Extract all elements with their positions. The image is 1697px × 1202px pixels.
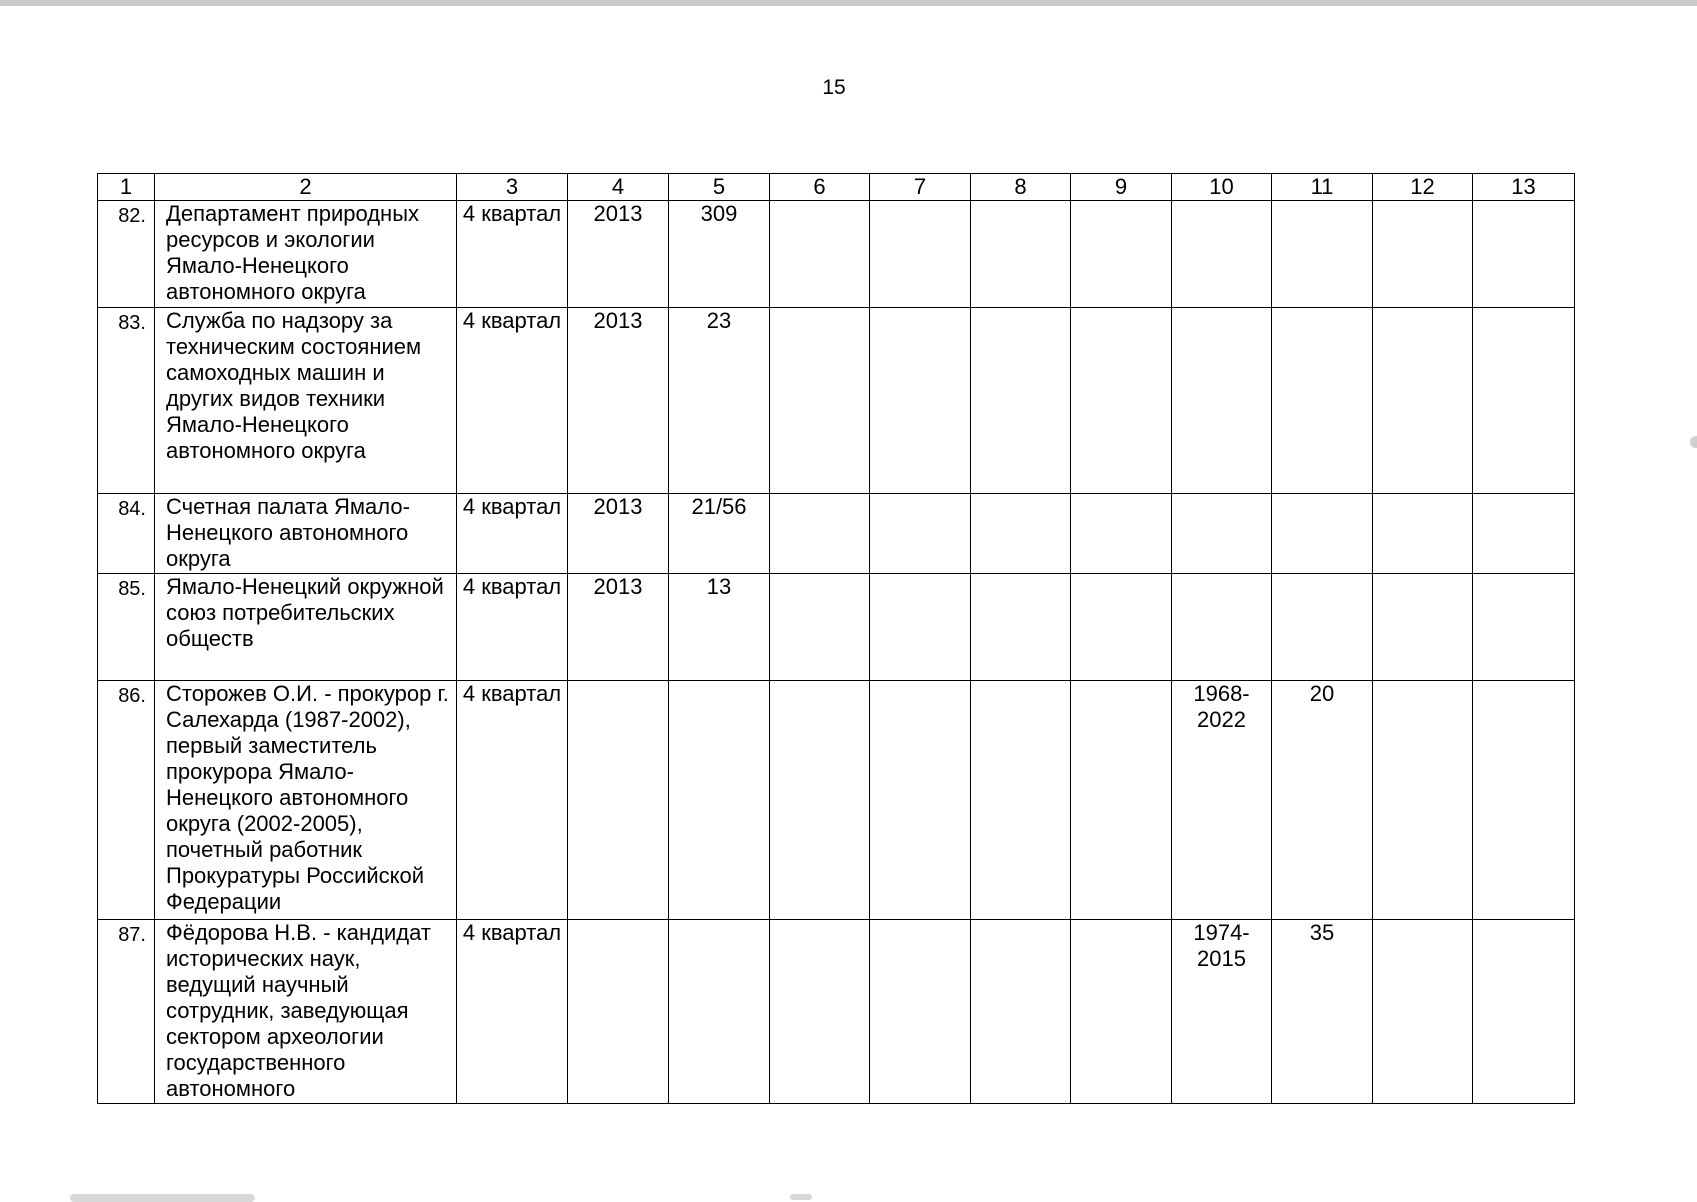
- fund-name: Сторожев О.И. - прокурор г. Салехарда (1987-2002), первый заместитель прокурора Ямало-Ненецкого автономного округа (2002-2005), почетный работник Прокуратуры Российской Федерации: [155, 681, 457, 920]
- cell-12: [1373, 681, 1473, 920]
- cell-count: 309: [669, 201, 770, 308]
- cell-quarter: 4 квартал: [457, 574, 568, 681]
- cell-8: [971, 681, 1071, 920]
- column-header-6: 6: [770, 174, 870, 201]
- cell-12: [1373, 201, 1473, 308]
- row-number: 83.: [98, 308, 155, 494]
- cell-6: [770, 308, 870, 494]
- column-header-2: 2: [155, 174, 457, 201]
- cell-9: [1071, 201, 1172, 308]
- table-row: [98, 308, 1575, 494]
- scan-edge-mark: [1690, 436, 1697, 448]
- cell-6: [770, 574, 870, 681]
- fund-name: Фёдорова Н.В. - кандидат исторических наук, ведущий научный сотрудник, заведующая сектором археологии государственного автономного: [155, 920, 457, 1104]
- row-number: 85.: [98, 574, 155, 681]
- row-number: 84.: [98, 494, 155, 574]
- cell-12: [1373, 574, 1473, 681]
- scan-smudge: [70, 1194, 255, 1202]
- table-row: [98, 494, 1575, 574]
- page-number: 15: [822, 76, 846, 99]
- cell-quarter: 4 квартал: [457, 201, 568, 308]
- column-header-7: 7: [870, 174, 971, 201]
- cell-7: [870, 494, 971, 574]
- register-table: [97, 173, 1575, 1104]
- fund-name: Департамент природных ресурсов и экологии Ямало-Ненецкого автономного округа: [155, 201, 457, 308]
- cell-6: [770, 494, 870, 574]
- column-header-9: 9: [1071, 174, 1172, 201]
- cell-8: [971, 920, 1071, 1104]
- row-number: 82.: [98, 201, 155, 308]
- cell-years: [1172, 201, 1272, 308]
- scan-smudge: [790, 1194, 812, 1200]
- cell-7: [870, 574, 971, 681]
- cell-count: 13: [669, 574, 770, 681]
- cell-9: [1071, 920, 1172, 1104]
- cell-9: [1071, 494, 1172, 574]
- cell-8: [971, 574, 1071, 681]
- cell-year: [568, 920, 669, 1104]
- cell-items: 35: [1272, 920, 1373, 1104]
- cell-count: [669, 920, 770, 1104]
- cell-13: [1473, 308, 1575, 494]
- row-number: 87.: [98, 920, 155, 1104]
- cell-items: [1272, 574, 1373, 681]
- cell-12: [1373, 308, 1473, 494]
- table-header: [98, 174, 1575, 201]
- cell-8: [971, 308, 1071, 494]
- cell-count: 21/56: [669, 494, 770, 574]
- table-row: [98, 574, 1575, 681]
- cell-13: [1473, 920, 1575, 1104]
- cell-quarter: 4 квартал: [457, 920, 568, 1104]
- cell-items: [1272, 201, 1373, 308]
- cell-quarter: 4 квартал: [457, 308, 568, 494]
- cell-9: [1071, 308, 1172, 494]
- cell-9: [1071, 681, 1172, 920]
- fund-name: Ямало-Ненецкий окружной союз потребительских обществ: [155, 574, 457, 681]
- cell-years: [1172, 308, 1272, 494]
- cell-items: 20: [1272, 681, 1373, 920]
- column-header-1: 1: [98, 174, 155, 201]
- cell-year: 2013: [568, 574, 669, 681]
- cell-13: [1473, 574, 1575, 681]
- header-row: [98, 174, 1575, 201]
- cell-years: [1172, 494, 1272, 574]
- column-header-10: 10: [1172, 174, 1272, 201]
- cell-year: 2013: [568, 308, 669, 494]
- fund-name: Служба по надзору за техническим состоянием самоходных машин и других видов техники Ямало-Ненецкого автономного округа: [155, 308, 457, 494]
- cell-7: [870, 681, 971, 920]
- table-row: [98, 201, 1575, 308]
- column-header-4: 4: [568, 174, 669, 201]
- cell-items: [1272, 308, 1373, 494]
- table-row: [98, 681, 1575, 920]
- cell-8: [971, 494, 1071, 574]
- cell-13: [1473, 681, 1575, 920]
- scan-top-edge: [0, 0, 1697, 6]
- cell-quarter: 4 квартал: [457, 494, 568, 574]
- cell-12: [1373, 494, 1473, 574]
- cell-items: [1272, 494, 1373, 574]
- cell-13: [1473, 201, 1575, 308]
- column-header-12: 12: [1373, 174, 1473, 201]
- column-header-5: 5: [669, 174, 770, 201]
- cell-6: [770, 920, 870, 1104]
- row-number: 86.: [98, 681, 155, 920]
- cell-year: 2013: [568, 201, 669, 308]
- table-row: [98, 920, 1575, 1104]
- cell-8: [971, 201, 1071, 308]
- cell-7: [870, 308, 971, 494]
- cell-9: [1071, 574, 1172, 681]
- cell-count: 23: [669, 308, 770, 494]
- column-header-3: 3: [457, 174, 568, 201]
- table-body: [98, 201, 1575, 1104]
- cell-years: 1974-2015: [1172, 920, 1272, 1104]
- cell-13: [1473, 494, 1575, 574]
- column-header-13: 13: [1473, 174, 1575, 201]
- cell-12: [1373, 920, 1473, 1104]
- column-header-11: 11: [1272, 174, 1373, 201]
- cell-year: 2013: [568, 494, 669, 574]
- cell-years: 1968-2022: [1172, 681, 1272, 920]
- column-header-8: 8: [971, 174, 1071, 201]
- fund-name: Счетная палата Ямало-Ненецкого автономного округа: [155, 494, 457, 574]
- cell-7: [870, 201, 971, 308]
- cell-quarter: 4 квартал: [457, 681, 568, 920]
- cell-years: [1172, 574, 1272, 681]
- cell-6: [770, 681, 870, 920]
- cell-year: [568, 681, 669, 920]
- cell-6: [770, 201, 870, 308]
- cell-7: [870, 920, 971, 1104]
- cell-count: [669, 681, 770, 920]
